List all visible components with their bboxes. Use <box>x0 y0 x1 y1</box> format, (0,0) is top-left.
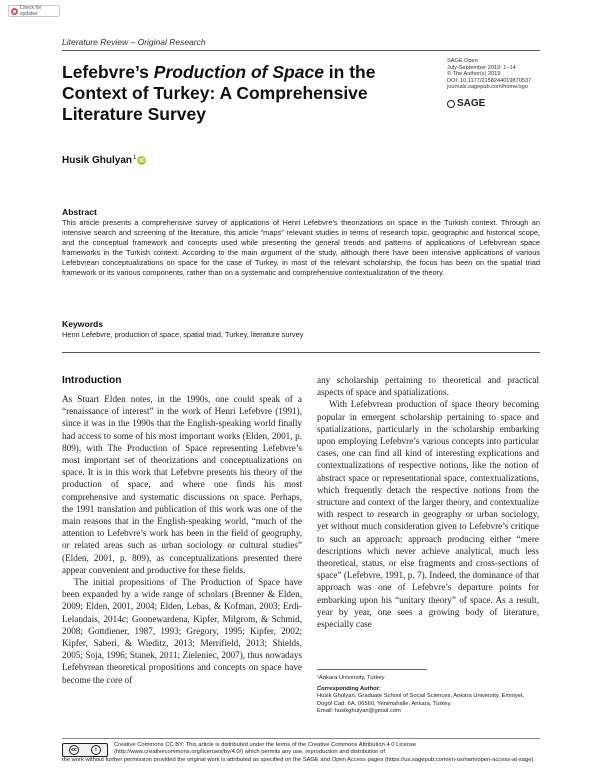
author-name: Husik Ghulyan <box>62 155 133 166</box>
header-divider <box>62 50 540 51</box>
title-italic: Production of Space <box>153 62 324 82</box>
abstract-heading: Abstract <box>62 207 97 217</box>
paragraph: any scholarship pertaining to theoretical and practical aspects of space and spatializations. <box>317 375 539 398</box>
body-column-right <box>317 374 539 630</box>
footnote-divider <box>317 669 427 670</box>
author-email[interactable]: Email: husikghulyan@gmail.com <box>317 707 401 714</box>
author-line <box>62 155 146 166</box>
section-divider <box>62 352 540 353</box>
attribution-icon: i <box>91 745 101 755</box>
license-divider <box>62 738 540 739</box>
journal-meta <box>447 58 547 91</box>
title-part2: in the Context of Turkey: A Comprehensive Literature Survey <box>62 62 376 124</box>
introduction-heading: Introduction <box>62 375 122 386</box>
keywords-text: Henri Lefebvre, production of space, spatial triad, Turkey, literature survey <box>62 330 304 339</box>
paragraph: As Stuart Elden notes, in the 1990s, one could speak of a “renaissance of interest” in the work of Henri Lefebvre (1991), since it was in the 1990s that the English-speaking world finally had access to some of his most important works (Elden, 2001, p. 809), with The Production of Space representing Lefebvre’s most important set of theorizations and conceptualizations on space. It is in this work that Lefebvre presents his theory of the production of space, and where one finds his most comprehensive and systematic discussions on space. Perhaps, the 1991 translation and publication of this work was one of the main reasons that in the English-speaking world, “much of the attention to Lefebvre’s work has been in the field of geography, or related areas such as urban sociology or cultural studies” (Elden, 2001, p. 809), as conceptualizations presented there appear convenient and productive for these fields. <box>62 394 302 575</box>
cc-icon: cc <box>69 745 79 755</box>
sage-logo-icon <box>447 100 455 108</box>
license-text: Creative Commons CC BY: This article is distributed under the terms of the Creative Commons Attribution 4.0 License (http://www.creativecommons.org/licenses/by/4.0/) which permits any use, reproduction and distribution of <box>114 742 417 756</box>
affiliation-footnote: ¹Ankara University, Turkey <box>317 675 385 681</box>
check-for-updates-badge[interactable] <box>8 5 60 17</box>
crossmark-icon <box>11 8 18 15</box>
sage-logo-text: SAGE <box>457 98 486 109</box>
license-text-continued: the work without further permission provided the original work is attributed as specified on the SAGE and Open Access pages (https://us.sagepub.com/en-us/nam/open-access-at-sage). <box>62 757 536 763</box>
article-type: Literature Review – Original Research <box>62 37 206 47</box>
affiliation-mark: 1 <box>133 155 137 161</box>
keywords-heading: Keywords <box>62 319 104 329</box>
orcid-icon[interactable]: iD <box>139 157 145 164</box>
paragraph: With Lefebvrean production of space theory becoming popular in emergent scholarship pertaining to space and spatializations, particularly in the scholarship embarking upon employing Lefebvre’s various concepts into particular cases, one can find all kind of interesting explications and contextualizations of respective notions, like the notion of abstract space or representational space, contextualizations, which frequently detach the respective notions from the structure and context of the larger theory, and contextualize with respect to research in geography or urban sociology, yet without much consideration given to Lefebvre’s critique to such an approach: approach producing either “mere descriptions which never achieve analytical, much less theoretical, status, or else fragments and cross-sections of space” (Lefebvre, 1991, p. 7). Indeed, the dominance of that approach was one of Lefebvre’s departure points for embarking upon his “unitary theory” of space. As a result, year by year, one sees a growing body of literature, especially case <box>317 399 539 630</box>
title-part1: Lefebvre’s <box>62 62 154 82</box>
corresponding-author-text: Husik Ghulyan, Graduate School of Social Sciences, Ankara University, Emniyet, Dogöl Cad. 6A, 06560, Yenimahalle, Ankara, Turkey. <box>317 693 525 707</box>
sage-logo <box>447 98 485 109</box>
body-column-left <box>62 393 302 686</box>
meta-line: SAGE Open <box>447 58 478 64</box>
meta-line: © The Author(s) 2019 <box>447 71 501 78</box>
paragraph: The initial propositions of The Production of Space have been expanded by a wide range of scholars (Brenner & Elden, 2009; Elden, 2001, 2004; Elden, Lebas, & Kofman, 2003; Erdi-Lelandais, 2014c; Goonewardena, Kipfer, Milgrom, & Schmid, 2008; Gottdiener, 1987, 1993; Gregory, 1995; Kipfer, 2002; Kipfer, Saberi, & Wieditz, 2013; Merrifield, 2013; Shields, 2005; Soja, 1996; Stanek, 2011; Zieleniec, 2007), thus nowadays Lefebvrean theoretical propositions and concepts on space have become the core of <box>62 577 302 685</box>
meta-line: July-September 2019: 1–14 <box>447 64 516 71</box>
abstract-text: This article presents a comprehensive survey of applications of Henri Lefebvre’s theorizations on space in the Turkish context. Through an intensive search and screening of the literature, this article “maps” relevant studies in terms of research topic, geographic and historical scope, and the conceptual framework and concepts used while presenting the general trends and patterns of applications of Lefebvrean space frameworks in the Turkish context. According to the main argument of the study, although there have been intensive applications of various Lefebvrean conceptualizations on space for the case of Turkey, in most of the relevant scholarship, the focus has been on the spatial triad framework or its various components, rather than on a systematic and comprehensive contextualization of the theory. <box>62 218 540 278</box>
cc-by-icon <box>62 743 108 757</box>
journal-link[interactable]: journals.sagepub.com/home/sgo <box>447 84 528 91</box>
doi-link[interactable]: DOI: 10.1177/2158244019870537 <box>447 77 532 84</box>
corresponding-author-heading: Corresponding Author: <box>317 686 381 693</box>
article-title <box>62 62 392 125</box>
footnotes <box>317 675 539 715</box>
badge-label: Check for updates <box>19 5 42 17</box>
